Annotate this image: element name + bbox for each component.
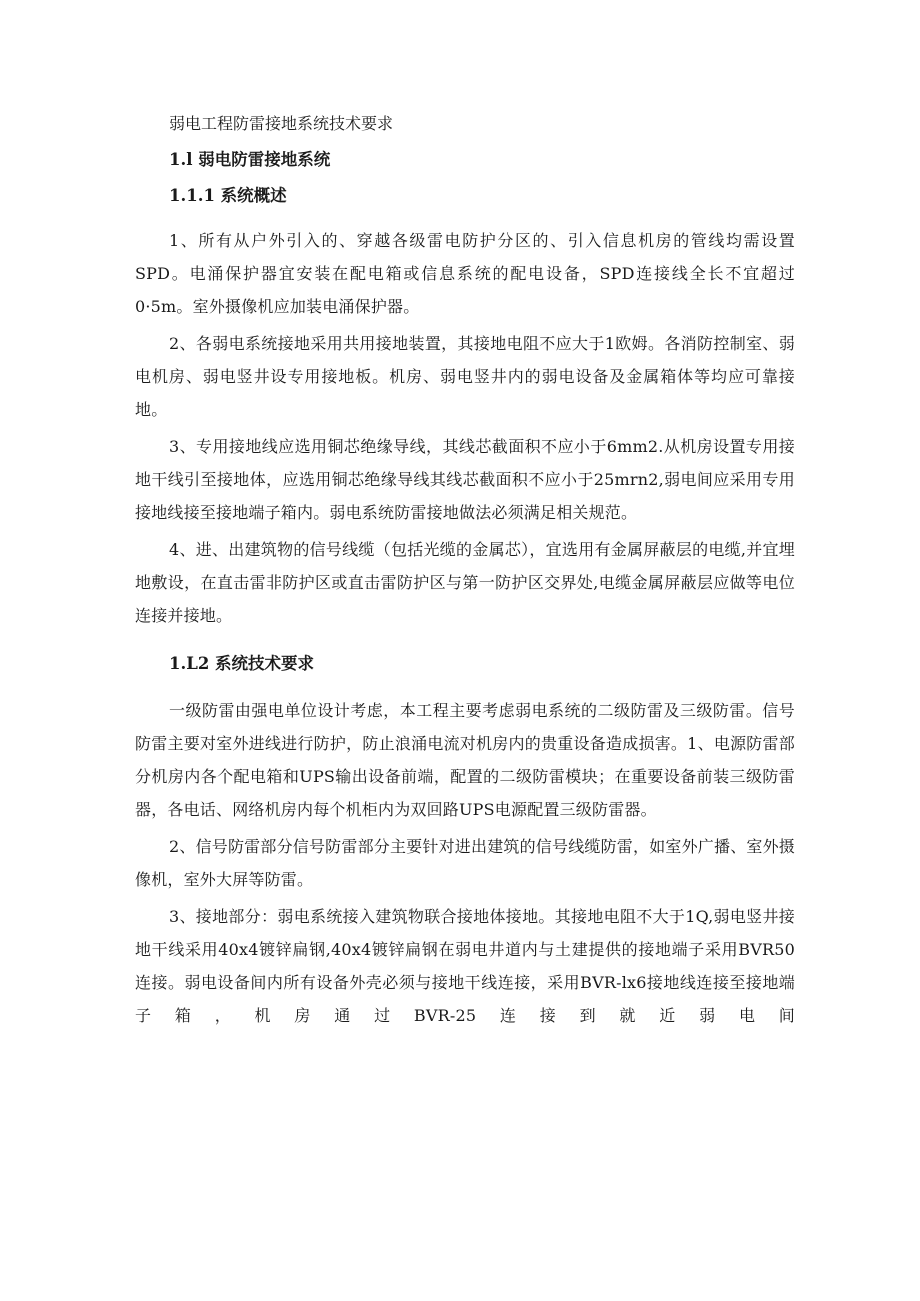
document-title: 弱电工程防雷接地系统技术要求: [169, 114, 394, 133]
document-body: [135, 106, 795, 1036]
section-heading-1-1-1: 1.1.1 系统概述: [169, 186, 287, 205]
section-heading-1-2: 1.L2 系统技术要求: [169, 654, 315, 673]
overview-paragraph-4: 4、进、出建筑物的信号线缆（包括光缆的金属芯），宜选用有金属屏蔽层的电缆,并宜埋地敷设，在直击雷非防护区或直击雷防护区与第一防护区交界处,电缆金属屏蔽层应做等电位连接并接地。: [135, 540, 795, 625]
overview-paragraph-1: 1、所有从户外引入的、穿越各级雷电防护分区的、引入信息机房的管线均需设置SPD。电涌保护器宜安装在配电箱或信息系统的配电设备，SPD连接线全长不宜超过0·5m。室外摄像机应加装电涌保护器。: [135, 231, 795, 316]
overview-paragraph-2: 2、各弱电系统接地采用共用接地装置，其接地电阻不应大于1欧姆。各消防控制室、弱电机房、弱电竖井设专用接地板。机房、弱电竖井内的弱电设备及金属箱体等均应可靠接地。: [135, 334, 795, 419]
requirement-paragraph-1: 一级防雷由强电单位设计考虑，本工程主要考虑弱电系统的二级防雷及三级防雷。信号防雷主要对室外进线进行防护，防止浪涌电流对机房内的贵重设备造成损害。1、电源防雷部分机房内各个配电箱和UPS输出设备前端，配置的二级防雷模块；在重要设备前装三级防雷器，各电话、网络机房内每个机柜内为双回路UPS电源配置三级防雷器。: [135, 701, 795, 819]
requirement-paragraph-3: 3、接地部分：弱电系统接入建筑物联合接地体接地。其接地电阻不大于1Q,弱电竖井接地干线采用40x4镀锌扁钢,40x4镀锌扁钢在弱电井道内与土建提供的接地端子采用BVR50连接。弱电设备间内所有设备外壳必须与接地干线连接，采用BVR-lx6接地线连接至接地端子箱，机房通过BVR-25连接到就近弱电间: [135, 907, 795, 1025]
overview-paragraph-3: 3、专用接地线应选用铜芯绝缘导线，其线芯截面积不应小于6mm2.从机房设置专用接地干线引至接地体，应选用铜芯绝缘导线其线芯截面积不应小于25mrn2,弱电间应采用专用接地线接至接地端子箱内。弱电系统防雷接地做法必须满足相关规范。: [135, 437, 795, 522]
requirement-paragraph-2: 2、信号防雷部分信号防雷部分主要针对进出建筑的信号线缆防雷，如室外广播、室外摄像机，室外大屏等防雷。: [135, 837, 795, 889]
section-heading-1-1: 1.l 弱电防雷接地系统: [169, 150, 331, 169]
